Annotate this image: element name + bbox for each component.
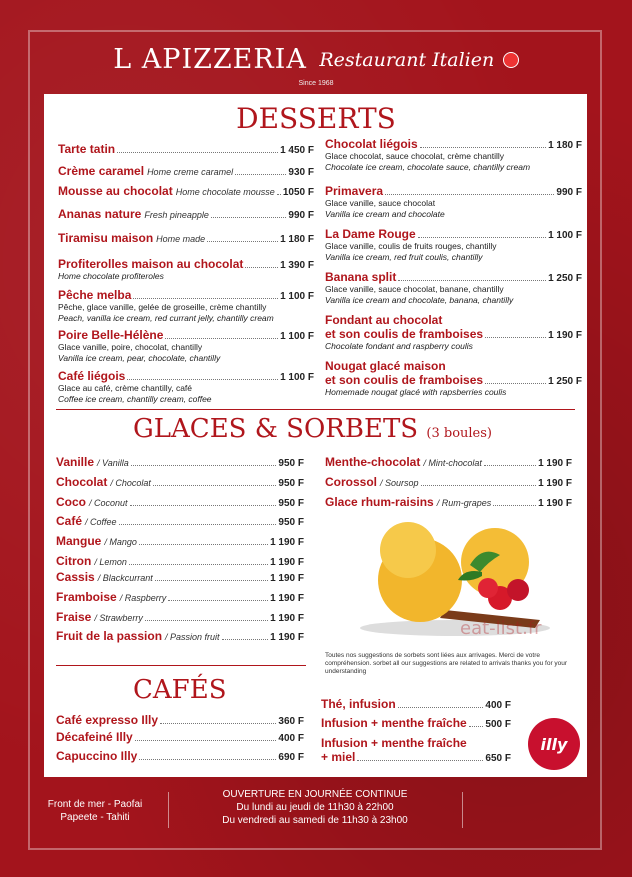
item-price: 1 450 F bbox=[280, 145, 314, 156]
item-name: Glace rhum-raisins bbox=[325, 495, 434, 509]
location-line-1: Front de mer - Paofai bbox=[47, 799, 143, 810]
item-leader bbox=[277, 187, 281, 195]
menu-item bbox=[56, 629, 304, 643]
item-description: Pêche, glace vanille, gelée de groseille, crème chantilly bbox=[58, 302, 267, 312]
item-name: Cassis bbox=[56, 570, 95, 584]
item-name-line bbox=[325, 359, 582, 373]
item-translation: / Chocolat bbox=[110, 478, 151, 488]
item-price: 1 190 F bbox=[270, 557, 304, 568]
item-price: 1 190 F bbox=[270, 632, 304, 643]
item-name: Citron bbox=[56, 554, 92, 568]
menu-item bbox=[56, 713, 304, 727]
brand-header bbox=[0, 44, 632, 75]
item-name: Mangue bbox=[56, 534, 102, 548]
item-leader bbox=[145, 613, 268, 621]
item-name: Décafeiné Illy bbox=[56, 730, 133, 744]
item-leader bbox=[165, 331, 278, 339]
item-name: Mousse au chocolat bbox=[58, 184, 173, 198]
item-name: Chocolat bbox=[56, 475, 108, 489]
item-price: 690 F bbox=[278, 752, 304, 763]
item-translation: / Vanilla bbox=[97, 458, 129, 468]
item-description: Glace vanille, coulis de fruits rouges, chantilly bbox=[325, 241, 497, 251]
item-name-line bbox=[325, 313, 582, 327]
item-price: 1 190 F bbox=[548, 330, 582, 341]
item-leader bbox=[129, 557, 268, 565]
item-price: 1 250 F bbox=[548, 376, 582, 387]
item-row bbox=[56, 514, 304, 528]
menu-item bbox=[325, 137, 582, 173]
item-name: Poire Belle-Hélène bbox=[58, 328, 164, 342]
item-name: Crème caramel bbox=[58, 164, 145, 178]
item-row bbox=[56, 455, 304, 469]
item-description: Glace vanille, poire, chocolat, chantilly bbox=[58, 342, 203, 352]
item-name: Café bbox=[56, 514, 83, 528]
menu-item bbox=[321, 736, 511, 764]
item-price: 990 F bbox=[288, 210, 314, 221]
item-row bbox=[321, 716, 511, 730]
item-name: Ananas nature bbox=[58, 207, 142, 221]
item-leader bbox=[131, 458, 277, 466]
item-description: Glace au café, crème chantilly, café bbox=[58, 383, 193, 393]
item-leader bbox=[139, 537, 268, 545]
item-description: Chocolate ice cream, chocolate sauce, chantilly cream bbox=[325, 162, 531, 172]
item-description: Peach, vanilla ice cream, red currant jelly, chantilly cream bbox=[58, 313, 274, 323]
item-row bbox=[325, 455, 572, 469]
item-price: 360 F bbox=[278, 716, 304, 727]
brand-name: L APIZZERIA bbox=[113, 44, 307, 75]
menu-item bbox=[325, 455, 572, 469]
item-leader bbox=[420, 140, 546, 148]
item-description: Home chocolate profiteroles bbox=[58, 271, 164, 281]
item-name: Coco bbox=[56, 495, 86, 509]
item-leader bbox=[130, 498, 277, 506]
menu-item bbox=[56, 495, 304, 509]
item-row bbox=[58, 288, 314, 302]
menu-item bbox=[58, 369, 314, 405]
item-price: 950 F bbox=[278, 517, 304, 528]
item-price: 400 F bbox=[278, 733, 304, 744]
item-leader bbox=[418, 230, 546, 238]
item-price: 1 250 F bbox=[548, 273, 582, 284]
item-translation: / Mint-chocolat bbox=[423, 458, 482, 468]
item-leader bbox=[211, 210, 287, 218]
item-translation: / Coconut bbox=[89, 498, 128, 508]
item-row bbox=[58, 207, 314, 221]
item-row bbox=[325, 373, 582, 387]
item-row bbox=[321, 697, 511, 711]
menu-item bbox=[56, 554, 304, 568]
item-price: 1 190 F bbox=[538, 478, 572, 489]
item-translation: Home chocolate mousse bbox=[175, 187, 275, 197]
item-leader bbox=[398, 700, 484, 708]
item-leader bbox=[235, 167, 286, 175]
menu-item bbox=[56, 590, 304, 604]
item-leader bbox=[485, 330, 546, 338]
item-description: Glace vanille, sauce chocolat bbox=[325, 198, 436, 208]
glaces-title-text: GLACES & SORBETS bbox=[133, 414, 419, 444]
item-translation: / Mango bbox=[104, 537, 137, 547]
item-row bbox=[58, 369, 314, 383]
item-name: Vanille bbox=[56, 455, 95, 469]
menu-item bbox=[325, 184, 582, 220]
sorbet-note: Toutes nos suggestions de sorbets sont liées aux arrivages. Merci de votre compréhension. sorbet all our suggestions are related to arrivals thanks you for your understanding bbox=[325, 652, 568, 675]
item-translation: / Coffee bbox=[85, 517, 117, 527]
item-translation: / Raspberry bbox=[119, 593, 167, 603]
item-row bbox=[56, 570, 304, 584]
menu-item bbox=[58, 184, 314, 198]
item-price: 500 F bbox=[485, 719, 511, 730]
tomato-icon bbox=[503, 52, 519, 68]
menu-item bbox=[56, 749, 304, 763]
item-price: 1 190 F bbox=[538, 458, 572, 469]
footer-hours bbox=[180, 788, 450, 827]
item-row bbox=[58, 184, 314, 198]
item-price: 1 190 F bbox=[270, 573, 304, 584]
item-row bbox=[56, 475, 304, 489]
item-price: 930 F bbox=[288, 167, 314, 178]
item-leader bbox=[135, 733, 277, 741]
item-name: Framboise bbox=[56, 590, 117, 604]
item-price: 1050 F bbox=[282, 187, 314, 198]
item-price: 1 100 F bbox=[548, 230, 582, 241]
item-leader bbox=[222, 632, 269, 640]
glaces-title bbox=[133, 414, 492, 444]
menu-item bbox=[56, 475, 304, 489]
item-leader bbox=[153, 478, 277, 486]
item-leader bbox=[385, 187, 554, 195]
item-description: Glace vanille, sauce chocolat, banane, chantilly bbox=[325, 284, 504, 294]
item-translation: Fresh pineapple bbox=[144, 210, 209, 220]
item-row bbox=[56, 749, 304, 763]
item-price: 1 100 F bbox=[280, 372, 314, 383]
menu-item bbox=[56, 455, 304, 469]
item-row bbox=[56, 610, 304, 624]
item-row bbox=[56, 590, 304, 604]
item-name: Menthe-chocolat bbox=[325, 455, 421, 469]
item-name: Corossol bbox=[325, 475, 378, 489]
item-price: 1 180 F bbox=[280, 234, 314, 245]
item-name: Fraise bbox=[56, 610, 92, 624]
brand-script: Restaurant Italien bbox=[319, 48, 495, 71]
menu-item bbox=[325, 495, 572, 509]
item-row bbox=[325, 137, 582, 151]
item-price: 990 F bbox=[556, 187, 582, 198]
item-row bbox=[325, 270, 582, 284]
item-row bbox=[56, 730, 304, 744]
item-price: 1 190 F bbox=[270, 613, 304, 624]
menu-item bbox=[58, 142, 314, 156]
item-price: 650 F bbox=[485, 753, 511, 764]
item-name: Thé, infusion bbox=[321, 697, 396, 711]
menu-item bbox=[58, 328, 314, 364]
item-translation: / Passion fruit bbox=[165, 632, 220, 642]
item-row bbox=[58, 257, 314, 271]
item-description: Chocolate fondant and raspberry coulis bbox=[325, 341, 473, 351]
item-leader bbox=[357, 753, 483, 761]
item-row bbox=[56, 495, 304, 509]
item-price: 1 190 F bbox=[270, 537, 304, 548]
item-leader bbox=[493, 498, 536, 506]
item-name: Banana split bbox=[325, 270, 397, 284]
item-name: Pêche melba bbox=[58, 288, 132, 302]
item-translation: / Lemon bbox=[94, 557, 127, 567]
cafes-title: CAFÉS bbox=[133, 675, 227, 705]
hours-title: OUVERTURE EN JOURNÉE CONTINUE bbox=[222, 789, 408, 800]
item-row bbox=[56, 534, 304, 548]
item-row bbox=[325, 227, 582, 241]
item-description: Vanilla ice cream and chocolate, banana, chantilly bbox=[325, 295, 514, 305]
menu-item bbox=[56, 534, 304, 548]
item-leader bbox=[398, 273, 546, 281]
watermark: eat-list.fr bbox=[460, 618, 542, 639]
item-leader bbox=[119, 517, 277, 525]
item-leader bbox=[469, 719, 484, 727]
item-name-line bbox=[321, 736, 511, 750]
item-description: Vanilla ice cream, red fruit coulis, chantilly bbox=[325, 252, 483, 262]
item-leader bbox=[160, 716, 276, 724]
hours-line-1: Du lundi au jeudi de 11h30 à 22h00 bbox=[236, 802, 394, 813]
item-price: 400 F bbox=[485, 700, 511, 711]
item-name: Nougat glacé maison bbox=[325, 359, 446, 373]
item-translation: / Strawberry bbox=[94, 613, 143, 623]
illy-logo: illy bbox=[528, 718, 580, 770]
item-row bbox=[325, 495, 572, 509]
item-price: 1 100 F bbox=[280, 291, 314, 302]
item-name: La Dame Rouge bbox=[325, 227, 416, 241]
item-leader bbox=[484, 458, 536, 466]
menu-item bbox=[325, 227, 582, 263]
menu-item bbox=[56, 730, 304, 744]
item-name-2: et son coulis de framboises bbox=[325, 373, 484, 387]
item-name: Infusion + menthe fraîche bbox=[321, 716, 467, 730]
item-translation: Home made bbox=[156, 234, 206, 244]
item-name-2: + miel bbox=[321, 750, 356, 764]
item-row bbox=[58, 231, 314, 245]
menu-item bbox=[325, 359, 582, 398]
menu-item bbox=[58, 231, 314, 245]
item-name: Tiramisu maison bbox=[58, 231, 154, 245]
item-leader bbox=[133, 291, 278, 299]
item-name: Fruit de la passion bbox=[56, 629, 163, 643]
item-price: 950 F bbox=[278, 478, 304, 489]
item-leader bbox=[127, 372, 278, 380]
item-row bbox=[58, 142, 314, 156]
item-leader bbox=[245, 260, 278, 268]
item-leader bbox=[485, 376, 546, 384]
menu-item bbox=[56, 570, 304, 584]
item-leader bbox=[207, 234, 278, 242]
item-row bbox=[325, 184, 582, 198]
item-price: 950 F bbox=[278, 458, 304, 469]
item-row bbox=[56, 713, 304, 727]
item-description: Vanilla ice cream, pear, chocolate, chantilly bbox=[58, 353, 221, 363]
item-row bbox=[56, 554, 304, 568]
menu-item bbox=[58, 288, 314, 324]
item-row bbox=[325, 327, 582, 341]
glaces-subtitle: (3 boules) bbox=[426, 426, 492, 441]
item-leader bbox=[117, 145, 278, 153]
item-name-2: et son coulis de framboises bbox=[325, 327, 484, 341]
item-row bbox=[321, 750, 511, 764]
location-line-2: Papeete - Tahiti bbox=[60, 812, 130, 823]
item-row bbox=[58, 328, 314, 342]
item-name: Tarte tatin bbox=[58, 142, 116, 156]
menu-item bbox=[58, 257, 314, 282]
cafes-divider bbox=[56, 665, 306, 666]
item-name: Infusion + menthe fraîche bbox=[321, 736, 467, 750]
menu-item bbox=[325, 270, 582, 306]
hours-line-2: Du vendredi au samedi de 11h30 à 23h00 bbox=[222, 815, 408, 826]
item-translation: / Blackcurrant bbox=[97, 573, 153, 583]
footer-separator-left bbox=[168, 792, 169, 828]
item-price: 1 100 F bbox=[280, 331, 314, 342]
item-leader bbox=[421, 478, 537, 486]
item-name: Fondant au chocolat bbox=[325, 313, 443, 327]
item-translation: Home creme caramel bbox=[147, 167, 234, 177]
item-name: Café liégois bbox=[58, 369, 126, 383]
item-description: Glace chocolat, sauce chocolat, crème chantilly bbox=[325, 151, 505, 161]
menu-item bbox=[58, 207, 314, 221]
item-name: Café expresso Illy bbox=[56, 713, 159, 727]
menu-item bbox=[56, 514, 304, 528]
section-divider bbox=[56, 409, 575, 410]
menu-item bbox=[325, 475, 572, 489]
item-leader bbox=[139, 752, 276, 760]
item-description: Vanilla ice cream and chocolate bbox=[325, 209, 445, 219]
item-row bbox=[56, 629, 304, 643]
footer-location bbox=[40, 798, 150, 824]
item-price: 1 190 F bbox=[270, 593, 304, 604]
item-name: Capuccino Illy bbox=[56, 749, 138, 763]
item-translation: / Rum-grapes bbox=[436, 498, 492, 508]
since-label: Since 1968 bbox=[298, 80, 334, 87]
menu-item bbox=[325, 313, 582, 352]
item-price: 950 F bbox=[278, 498, 304, 509]
menu-item bbox=[321, 716, 511, 730]
menu-item bbox=[56, 610, 304, 624]
item-leader bbox=[155, 573, 268, 581]
item-description: Homemade nougat glacé with rapsberries coulis bbox=[325, 387, 507, 397]
item-name: Profiterolles maison au chocolat bbox=[58, 257, 244, 271]
menu-item bbox=[58, 164, 314, 178]
item-translation: / Soursop bbox=[380, 478, 419, 488]
item-name: Chocolat liégois bbox=[325, 137, 418, 151]
item-row bbox=[325, 475, 572, 489]
item-row bbox=[58, 164, 314, 178]
item-description: Coffee ice cream, chantilly cream, coffee bbox=[58, 394, 212, 404]
desserts-title: DESSERTS bbox=[236, 102, 396, 135]
menu-item bbox=[321, 697, 511, 711]
footer-separator-right bbox=[462, 792, 463, 828]
item-price: 1 180 F bbox=[548, 140, 582, 151]
item-leader bbox=[168, 593, 268, 601]
item-price: 1 190 F bbox=[538, 498, 572, 509]
item-price: 1 390 F bbox=[280, 260, 314, 271]
item-name: Primavera bbox=[325, 184, 384, 198]
